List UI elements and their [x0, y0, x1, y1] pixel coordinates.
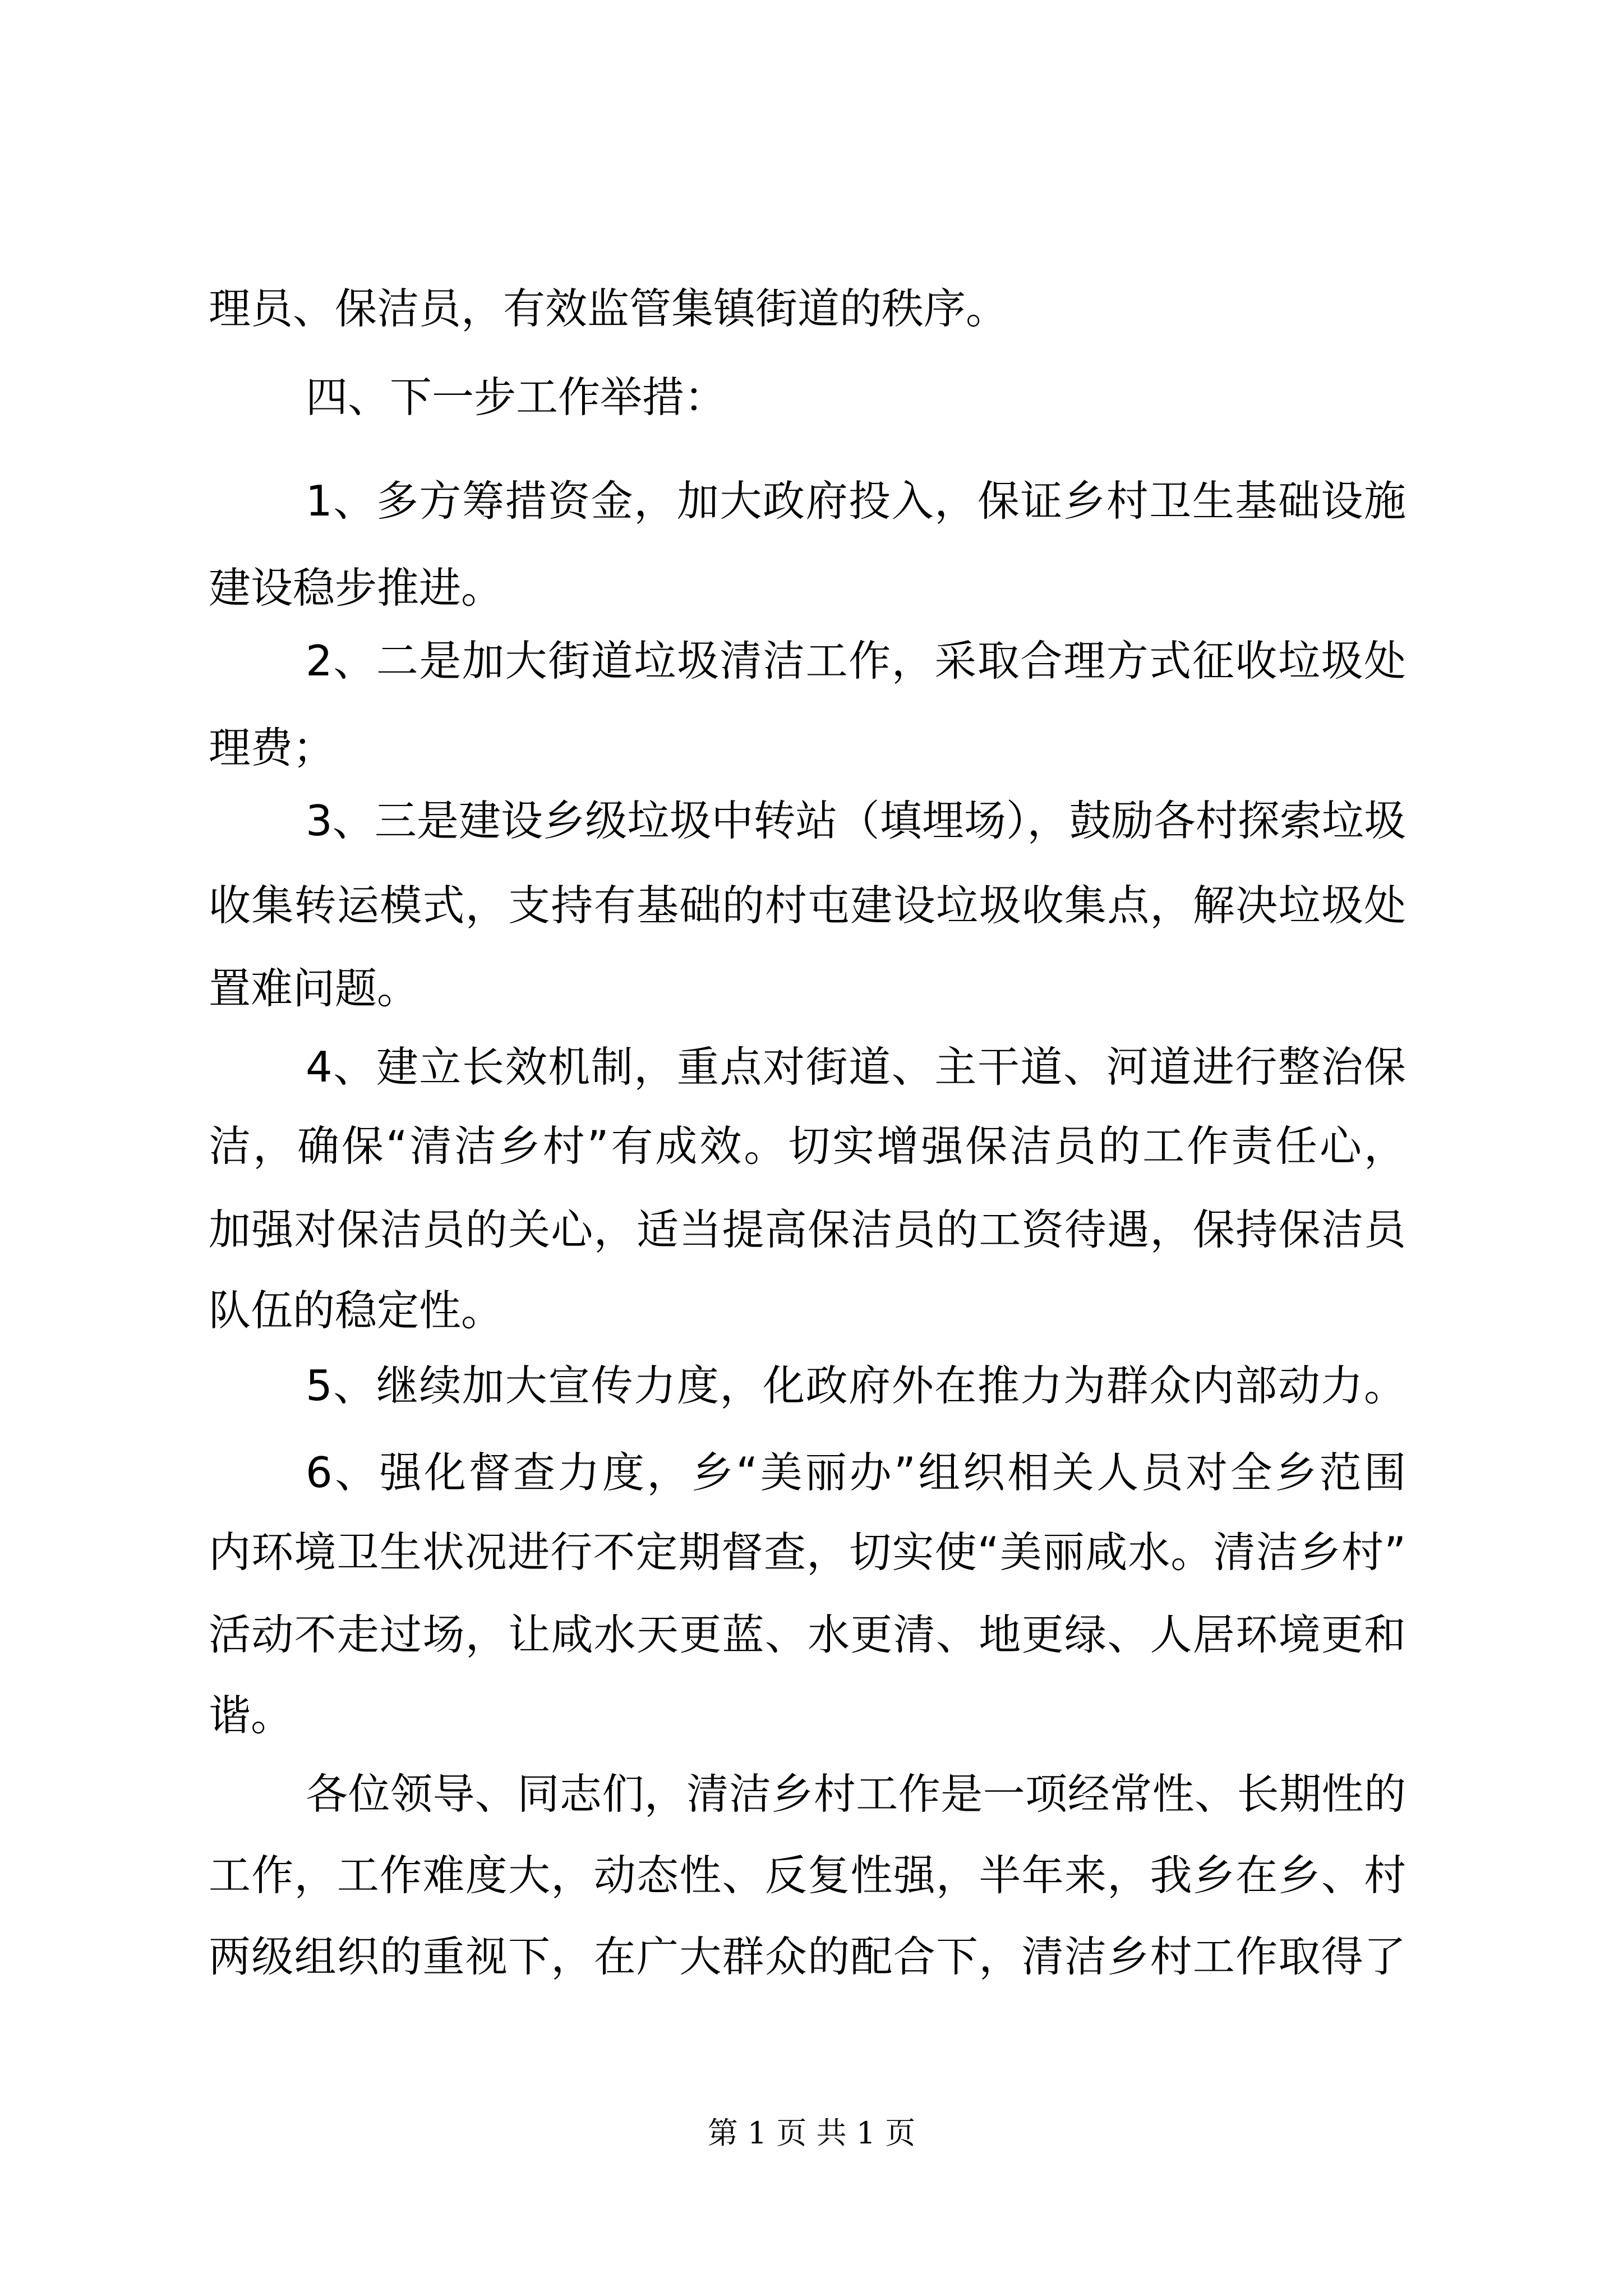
text-line [0, 473, 1623, 551]
text-line [0, 1444, 1623, 1523]
text-line-content: 置难问题。 [209, 964, 419, 1013]
text-line-content: 工作，工作难度大，动态性、反复性强，半年来，我乡在乡、村 [209, 1851, 1406, 1900]
text-line [0, 1847, 1623, 1926]
section-heading-text: 四、下一步工作举措： [306, 372, 727, 422]
text-line [0, 1039, 1623, 1117]
text-line [0, 1607, 1623, 1685]
text-line-content: 内环境卫生状况进行不定期督查，切实使“美丽咸水。清洁乡村” [209, 1527, 1406, 1577]
text-line-content: 1、多方筹措资金，加大政府投入，保证乡村卫生基础设施 [306, 476, 1406, 526]
section-heading [0, 369, 1623, 448]
text-line [0, 1929, 1623, 2007]
text-line [0, 1358, 1623, 1436]
text-line-content: 谐。 [209, 1691, 293, 1740]
text-line-content: 6、强化督查力度，乡“美丽办”组织相关人员对全乡范围 [306, 1448, 1406, 1497]
text-line-content: 各位领导、同志们，清洁乡村工作是一项经常性、长期性的 [306, 1769, 1406, 1819]
text-line [0, 1118, 1623, 1197]
text-line [0, 793, 1623, 871]
text-line-content: 建设稳步推进。 [209, 563, 504, 613]
text-line-content: 收集转运模式，支持有基础的村屯建设垃圾收集点，解决垃圾处 [209, 881, 1406, 930]
text-line-content: 理员、保洁员，有效监管集镇街道的秩序。 [209, 284, 1008, 333]
text-line-content: 4、建立长效机制，重点对街道、主干道、河道进行整治保 [306, 1042, 1406, 1092]
text-line-content: 活动不走过场，让咸水天更蓝、水更清、地更绿、人居环境更和 [209, 1610, 1406, 1659]
text-line [0, 1202, 1623, 1280]
text-line [0, 560, 1623, 638]
text-line [0, 1524, 1623, 1603]
text-line-content: 5、继续加大宣传力度，化政府外在推力为群众内部动力。 [306, 1361, 1406, 1410]
text-line [0, 1282, 1623, 1361]
text-line [0, 633, 1623, 711]
text-line-content: 2、二是加大街道垃圾清洁工作，采取合理方式征收垃圾处 [306, 636, 1406, 685]
text-line [0, 960, 1623, 1039]
text-line [0, 877, 1623, 956]
page-footer: 第 1 页 共 1 页 [707, 2115, 916, 2151]
text-line-content: 洁，确保“清洁乡村”有成效。切实增强保洁员的工作责任心， [209, 1121, 1406, 1171]
text-line [0, 1766, 1623, 1844]
text-line-content: 加强对保洁员的关心，适当提高保洁员的工资待遇，保持保洁员 [209, 1205, 1406, 1254]
text-line [0, 1687, 1623, 1766]
text-line-content: 3、三是建设乡级垃圾中转站（填埋场），鼓励各村探索垃圾 [306, 796, 1406, 845]
text-line [0, 720, 1623, 798]
text-line [0, 280, 1623, 359]
text-line-content: 理费； [209, 723, 335, 772]
text-line-content: 两级组织的重视下，在广大群众的配合下，清洁乡村工作取得了 [209, 1932, 1406, 1981]
text-line-content: 队伍的稳定性。 [209, 1286, 504, 1335]
